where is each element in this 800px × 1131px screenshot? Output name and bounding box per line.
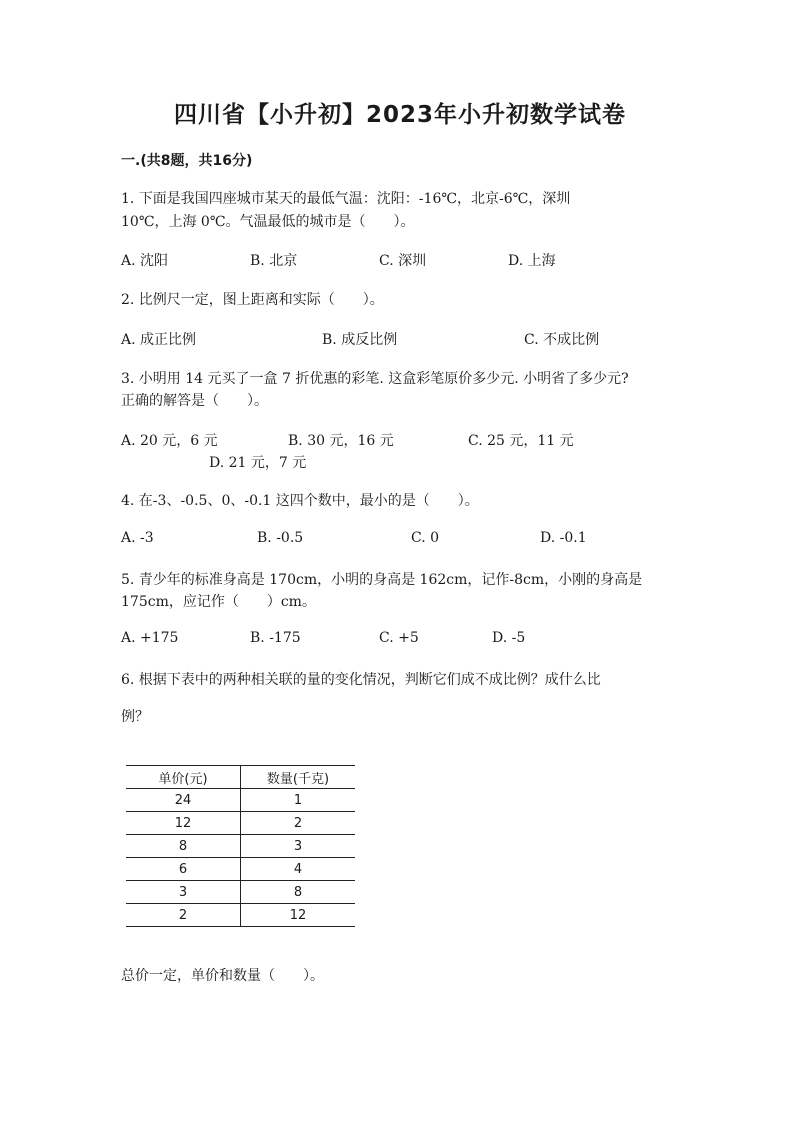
question-6-line-2: 例？: [121, 709, 149, 725]
cell-quantity: 3: [241, 835, 356, 858]
cell-unit-price: 24: [126, 789, 241, 812]
cell-quantity: 2: [241, 812, 356, 835]
question-6-line-1: 6. 根据下表中的两种相关联的量的变化情况，判断它们成不成比例？成什么比: [121, 672, 601, 688]
question-2-option-a: A. 成正比例: [121, 332, 197, 348]
cell-unit-price: 8: [126, 835, 241, 858]
question-2-option-c: C. 不成比例: [524, 332, 600, 348]
question-2-line-1: 2. 比例尺一定，图上距离和实际（ ）。: [121, 292, 384, 308]
question-3-option-d: D. 21 元，7 元: [209, 455, 307, 471]
header-unit-price: 单价(元): [126, 766, 241, 789]
cell-unit-price: 6: [126, 858, 241, 881]
cell-unit-price: 3: [126, 881, 241, 904]
question-3-line-2: 正确的解答是（ ）。: [121, 393, 268, 409]
question-4-option-c: C. 0: [411, 530, 440, 546]
question-5-option-b: B. -175: [250, 630, 301, 646]
table-row: [126, 789, 355, 812]
question-4-line-1: 4. 在-3、-0.5、0、-0.1 这四个数中，最小的是（ ）。: [121, 493, 479, 509]
question-5-option-a: A. +175: [121, 630, 179, 646]
question-3-option-c: C. 25 元，11 元: [468, 433, 574, 449]
cell-quantity: 8: [241, 881, 356, 904]
table-row: [126, 835, 355, 858]
table-header-row: [126, 766, 355, 789]
table-row: [126, 904, 355, 927]
question-4-option-b: B. -0.5: [257, 530, 304, 546]
question-3-option-a: A. 20 元，6 元: [121, 433, 218, 449]
table-row: [126, 858, 355, 881]
cell-quantity: 12: [241, 904, 356, 927]
section-heading: 一.(共8题，共16分): [121, 153, 253, 169]
question-1-line-2: 10℃，上海 0℃。气温最低的城市是（ ）。: [121, 214, 415, 230]
cell-quantity: 1: [241, 789, 356, 812]
question-1-option-c: C. 深圳: [379, 253, 427, 269]
question-1-option-b: B. 北京: [250, 253, 298, 269]
cell-unit-price: 12: [126, 812, 241, 835]
question-1-option-a: A. 沈阳: [121, 253, 169, 269]
question-5-line-2: 175cm，应记作（ ）cm。: [121, 594, 316, 610]
header-quantity: 数量(千克): [241, 766, 356, 789]
question-6-footer: 总价一定，单价和数量（ ）。: [121, 968, 324, 984]
question-1-line-1: 1. 下面是我国四座城市某天的最低气温：沈阳：-16℃，北京-6℃，深圳: [121, 191, 571, 207]
question-3-line-1: 3. 小明用 14 元买了一盒 7 折优惠的彩笔. 这盒彩笔原价多少元. 小明省了多少元?: [121, 371, 629, 387]
question-3-option-b: B. 30 元，16 元: [288, 433, 394, 449]
question-5-line-1: 5. 青少年的标准身高是 170cm，小明的身高是 162cm，记作-8cm，小刚的身高是: [121, 572, 643, 588]
question-4-option-a: A. -3: [121, 530, 154, 546]
question-5-option-c: C. +5: [379, 630, 419, 646]
cell-quantity: 4: [241, 858, 356, 881]
question-2-option-b: B. 成反比例: [322, 332, 398, 348]
cell-unit-price: 2: [126, 904, 241, 927]
table-row: [126, 881, 355, 904]
question-5-option-d: D. -5: [492, 630, 526, 646]
question-4-option-d: D. -0.1: [540, 530, 587, 546]
table-row: [126, 812, 355, 835]
question-1-option-d: D. 上海: [508, 253, 556, 269]
price-quantity-table: [126, 765, 355, 927]
page-title: 四川省【小升初】2023年小升初数学试卷: [173, 102, 626, 128]
